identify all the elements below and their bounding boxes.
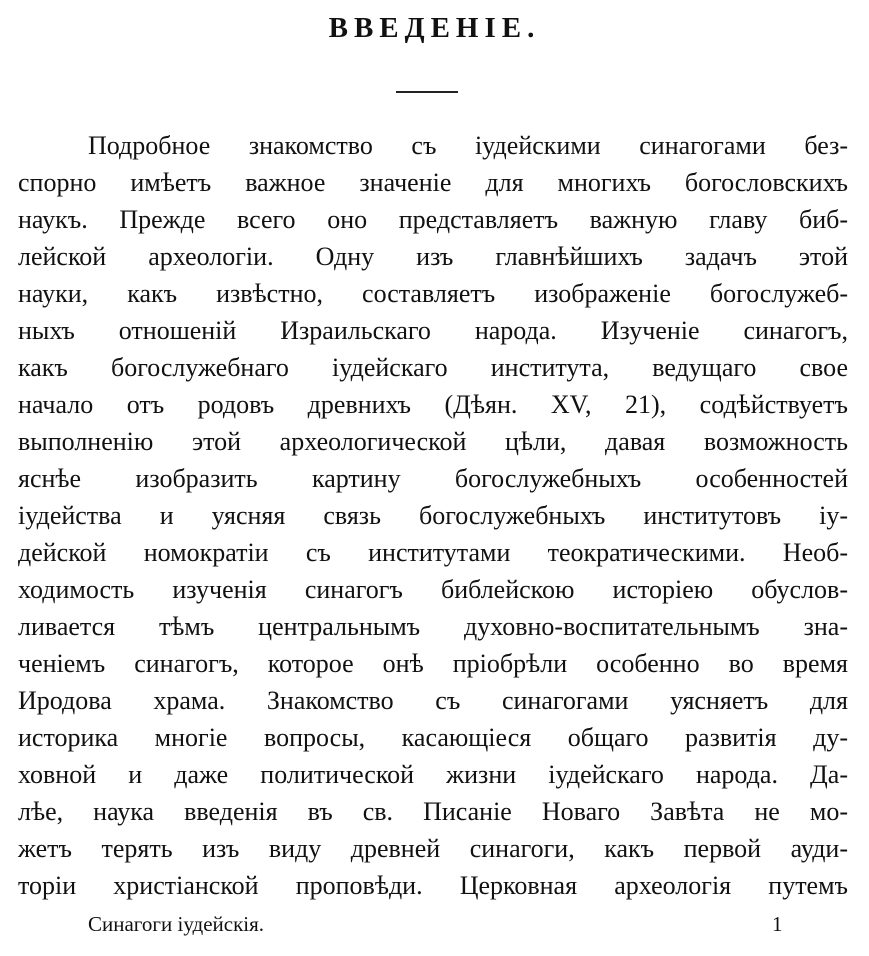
text-line: дейской номократіи съ институтами теократическими. Необ- — [18, 538, 848, 567]
text-line: Подробное знакомство съ іудейскими синагогами без- — [88, 131, 848, 160]
text-line: ченіемъ синагогъ, которое онѣ пріобрѣли особенно во время — [18, 649, 848, 678]
text-line: лѣе, наука введенія въ св. Писаніе Новаго Завѣта не мо- — [18, 797, 848, 826]
chapter-title: ВВЕДЕНІЕ. — [328, 12, 541, 44]
text-line: спорно имѣетъ важное значенie для многихъ богословскихъ — [18, 168, 848, 197]
text-line: ливается тѣмъ центральнымъ духовно-воспитательнымъ зна- — [18, 612, 848, 641]
page-number: 1 — [772, 912, 783, 936]
text-line: выполненію этой археологической цѣли, давая возможность — [18, 427, 848, 456]
text-line: торіи христіанской проповѣди. Церковная археологія путемъ — [18, 871, 848, 900]
text-line: какъ богослужебнаго іудейскаго института, ведущаго свое — [18, 353, 848, 382]
text-line: жетъ терять изъ виду древней синагоги, какъ первой ауди- — [18, 834, 848, 863]
title-divider — [396, 91, 458, 93]
text-line: лейской археологіи. Одну изъ главнѣйшихъ задачъ этой — [18, 242, 848, 271]
running-title: Синагоги іудейскія. — [88, 912, 265, 936]
text-line: науки, какъ извѣстно, составляетъ изображенiе богослужеб- — [18, 279, 848, 308]
text-line: ховной и даже политической жизни іудейскаго народа. Да- — [18, 760, 848, 789]
text-line: историка многіе вопросы, касающіеся общаго развитія ду- — [18, 723, 848, 752]
text-line: начало отъ родовъ древнихъ (Дѣян. XV, 21), содѣйствуетъ — [18, 390, 848, 419]
text-line: яснѣе изобразить картину богослужебныхъ особенностей — [18, 464, 848, 493]
text-line: ныхъ отношенiй Израильскаго народа. Изученiе синагогъ, — [18, 316, 848, 345]
text-line: ходимость изученія синагогъ библейскою исторіею обуслов- — [18, 575, 848, 604]
text-line: Иродова храма. Знакомство съ синагогами уясняетъ для — [18, 686, 848, 715]
text-line: іудейства и уясняя связь богослужебныхъ институтовъ іу- — [18, 501, 848, 530]
text-line: наукъ. Прежде всего оно представляетъ важную главу биб- — [18, 205, 848, 234]
